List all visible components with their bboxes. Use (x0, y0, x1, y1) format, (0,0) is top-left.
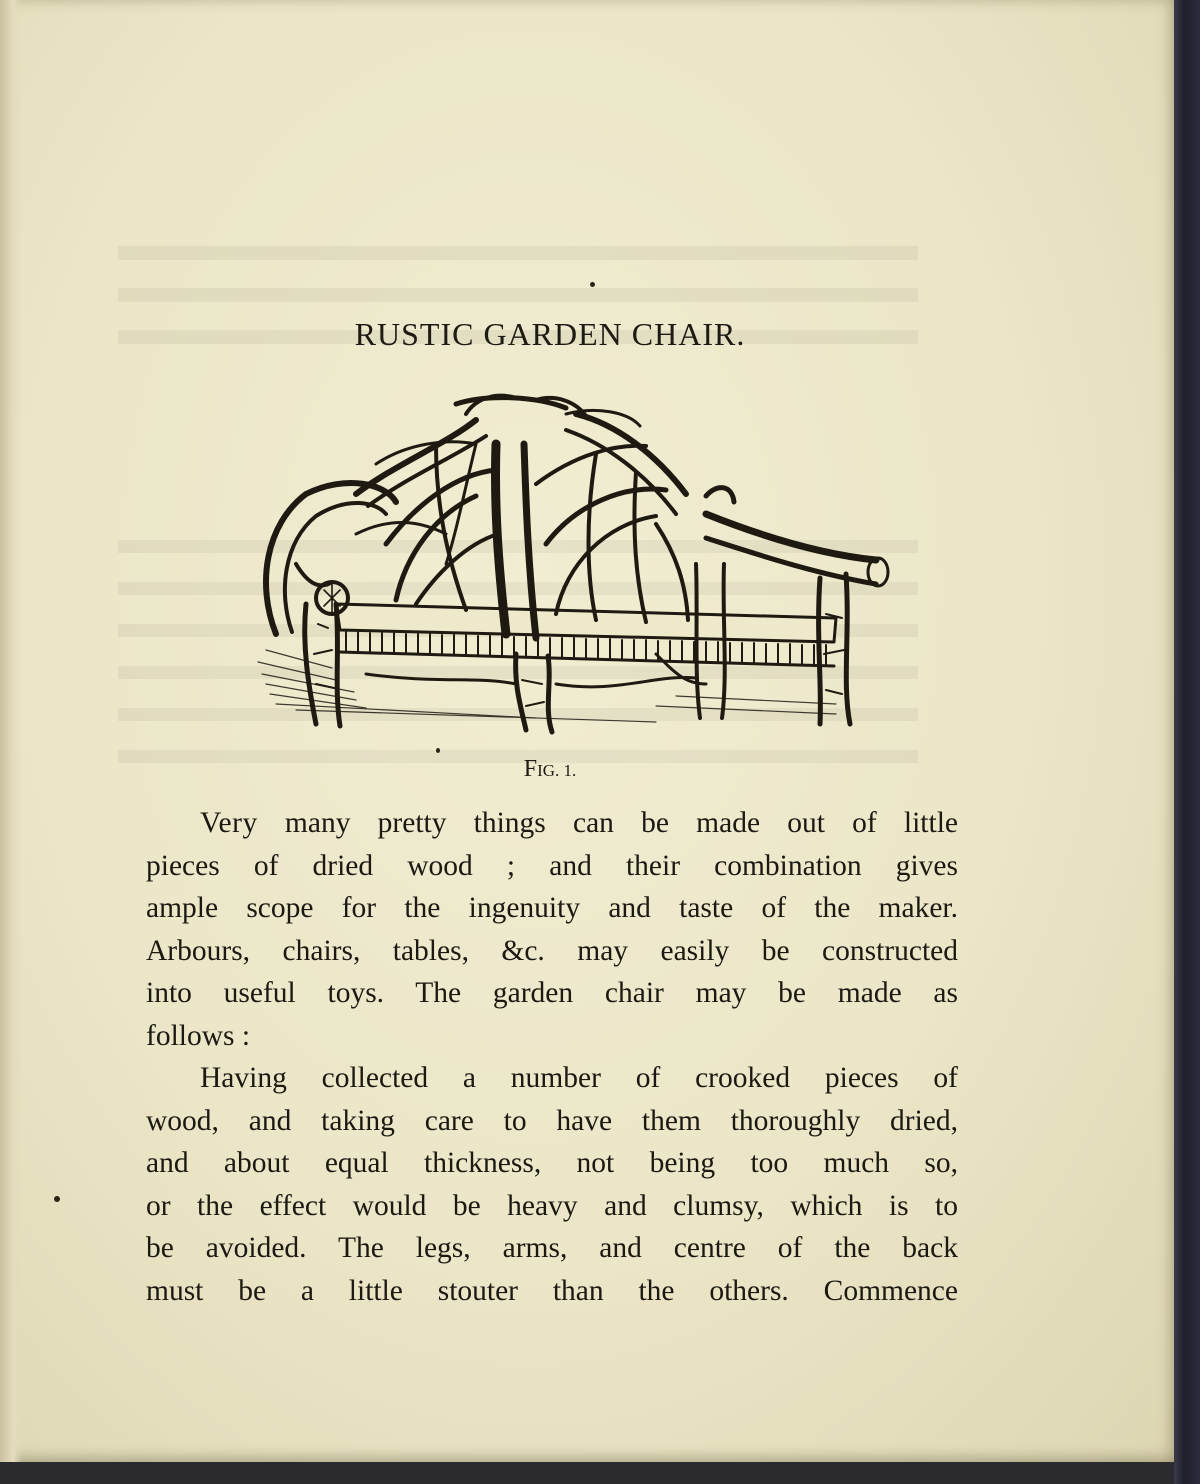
ink-speck (590, 282, 595, 287)
text-line: or the effect would be heavy and clumsy, which is to (146, 1189, 958, 1222)
text-line: pieces of dried wood ; and their combination gives (146, 849, 958, 882)
figure-caption-rest: IG. 1. (537, 761, 577, 780)
rustic-chair-engraving-icon (236, 384, 896, 744)
text-line: must be a little stouter than the others. Commence (146, 1274, 958, 1307)
text-line: follows : (146, 1019, 251, 1052)
ink-speck (436, 748, 440, 753)
paragraph-2 (146, 1057, 958, 1312)
bleed-through-texture (150, 196, 960, 316)
text-line: Arbours, chairs, tables, &c. may easily be constructed (146, 934, 958, 967)
book-cover-edge (1174, 0, 1200, 1484)
paragraph-1 (146, 802, 958, 1057)
ink-speck (54, 1196, 60, 1202)
text-line-content: many pretty things can be made out of little (257, 807, 958, 839)
text-line: ample scope for the ingenuity and taste of the maker. (146, 892, 958, 924)
page-binding-edge (0, 0, 22, 1462)
body-text (146, 802, 958, 1312)
figure-caption (0, 756, 1100, 783)
page-title: RUSTIC GARDEN CHAIR. (354, 316, 746, 352)
text-line: and about equal thickness, not being too much so, (146, 1147, 958, 1179)
text-line (146, 802, 958, 845)
text-line: be avoided. The legs, arms, and centre of the back (146, 1232, 958, 1264)
text-line: into useful toys. The garden chair may be made as (146, 977, 958, 1009)
text-line: wood, and taking care to have them thoroughly dried, (146, 1104, 958, 1137)
text-line: Having collected a number of crooked pieces of (200, 1062, 958, 1094)
paragraph-lead-word: Very (200, 807, 258, 839)
figure-caption-lead: F (523, 756, 538, 782)
